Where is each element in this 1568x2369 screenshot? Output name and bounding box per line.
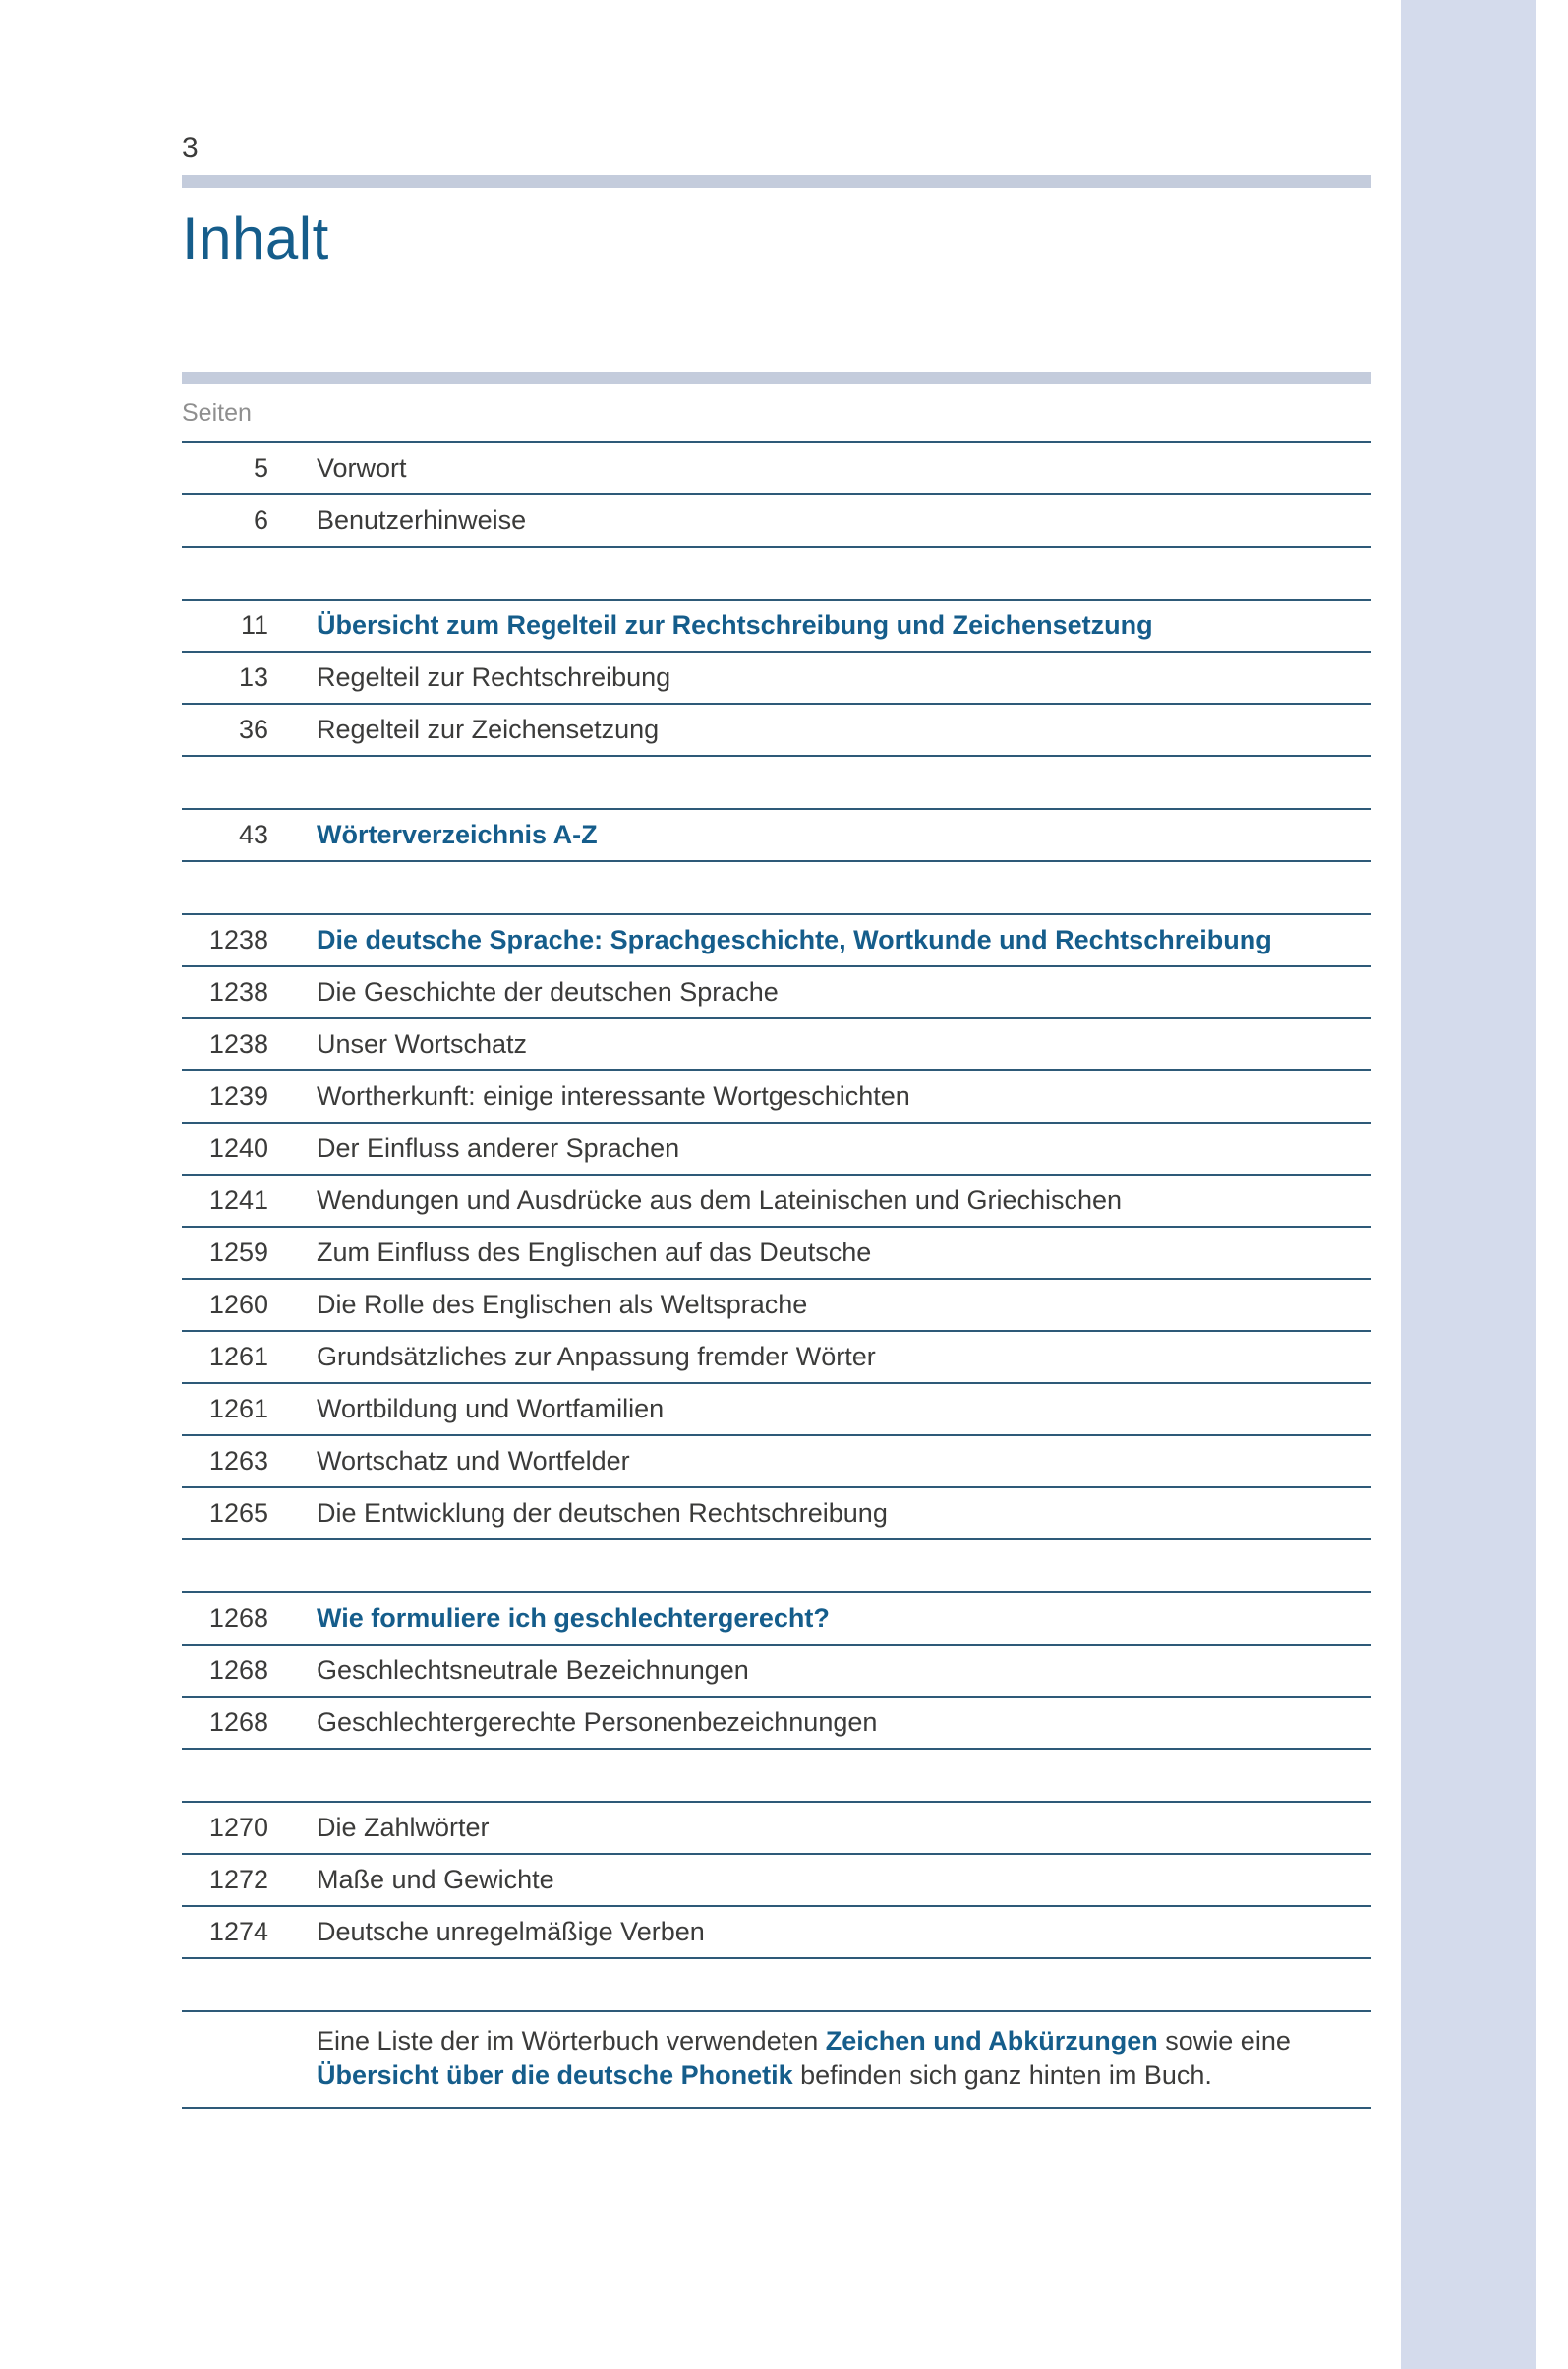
toc-page-number: 1259	[208, 1238, 268, 1267]
toc-page-number: 1260	[208, 1290, 268, 1319]
toc-row	[182, 1488, 1371, 1540]
toc-page-number: 1268	[208, 1603, 268, 1633]
toc-group	[182, 913, 1371, 1540]
toc-row	[182, 915, 1371, 967]
toc-row	[182, 1436, 1371, 1488]
header-bar	[182, 175, 1371, 188]
footer-note-emphasis: Übersicht über die deutsche Phonetik	[317, 2060, 793, 2090]
page-content	[182, 0, 1371, 2109]
toc-row	[182, 705, 1371, 757]
toc-row	[182, 1071, 1371, 1124]
toc-entry-title: Deutsche unregelmäßige Verben	[317, 1917, 705, 1946]
toc-row	[182, 1698, 1371, 1750]
footer-note-text	[268, 2024, 1291, 2093]
toc-entry-title: Wortschatz und Wortfelder	[317, 1446, 630, 1475]
toc-entry-title: Regelteil zur Zeichensetzung	[317, 715, 660, 744]
toc-entry-title: Vorwort	[317, 453, 407, 483]
toc-page-number: 1274	[208, 1917, 268, 1946]
toc-page-number: 36	[238, 715, 268, 744]
toc-row	[182, 601, 1371, 653]
footer-note	[182, 2010, 1371, 2109]
toc-page-number: 11	[240, 610, 268, 640]
toc-entry-title: Übersicht zum Regelteil zur Rechtschreibung und Zeichensetzung	[317, 610, 1153, 640]
toc-page-number: 43	[238, 820, 268, 849]
toc-row	[182, 1124, 1371, 1176]
toc-row	[182, 1332, 1371, 1384]
toc-page-number: 1241	[208, 1185, 268, 1215]
toc-entry-title: Die Zahlwörter	[317, 1813, 490, 1842]
toc-page-number: 1272	[208, 1865, 268, 1894]
toc-row	[182, 443, 1371, 495]
toc-group	[182, 441, 1371, 548]
toc-entry-title: Wortherkunft: einige interessante Wortgeschichten	[317, 1081, 910, 1111]
footer-note-segment: Eine Liste der im Wörterbuch verwendeten	[317, 2026, 826, 2055]
toc-page-number: 1261	[208, 1342, 268, 1371]
toc-entry-title: Der Einfluss anderer Sprachen	[317, 1133, 680, 1163]
toc-entry-title: Maße und Gewichte	[317, 1865, 554, 1894]
toc-row	[182, 810, 1371, 862]
toc-row	[182, 495, 1371, 548]
toc-entry-title: Wendungen und Ausdrücke aus dem Lateinischen und Griechischen	[317, 1185, 1123, 1215]
section-bar	[182, 372, 1371, 384]
toc-page-number: 1238	[208, 977, 268, 1007]
toc-page-number: 1263	[208, 1446, 268, 1475]
toc-row	[182, 1384, 1371, 1436]
footer-note-line	[317, 2024, 1291, 2058]
toc-row	[182, 1228, 1371, 1280]
footer-note-line	[317, 2058, 1291, 2093]
footer-note-segment: sowie eine	[1157, 2026, 1291, 2055]
toc-page-number: 1238	[208, 1029, 268, 1059]
toc-page-number: 1268	[208, 1707, 268, 1737]
page-edge-stripe	[1401, 0, 1536, 2369]
toc-page-number: 13	[238, 663, 268, 692]
toc-page-number: 6	[253, 505, 268, 535]
column-header-seiten: Seiten	[182, 399, 252, 427]
toc-row	[182, 1646, 1371, 1698]
toc	[182, 441, 1371, 2109]
toc-entry-title: Die Geschichte der deutschen Sprache	[317, 977, 779, 1007]
toc-group	[182, 599, 1371, 757]
toc-row	[182, 653, 1371, 705]
toc-entry-title: Benutzerhinweise	[317, 505, 527, 535]
toc-page-number: 5	[253, 453, 268, 483]
toc-group	[182, 1801, 1371, 1959]
toc-page-number: 1265	[208, 1498, 268, 1528]
toc-entry-title: Die Entwicklung der deutschen Rechtschreibung	[317, 1498, 888, 1528]
toc-row	[182, 1907, 1371, 1959]
toc-row	[182, 1855, 1371, 1907]
toc-row	[182, 1803, 1371, 1855]
footer-note-segment: befinden sich ganz hinten im Buch.	[792, 2060, 1212, 2090]
toc-page-number: 1239	[208, 1081, 268, 1111]
toc-page-number: 1268	[208, 1655, 268, 1685]
toc-entry-title: Regelteil zur Rechtschreibung	[317, 663, 671, 692]
toc-entry-title: Wortbildung und Wortfamilien	[317, 1394, 665, 1423]
toc-entry-title: Geschlechtergerechte Personenbezeichnungen	[317, 1707, 878, 1737]
toc-row	[182, 1280, 1371, 1332]
toc-row	[182, 1593, 1371, 1646]
toc-group	[182, 1591, 1371, 1750]
footer-note-emphasis: Zeichen und Abkürzungen	[825, 2026, 1158, 2055]
toc-entry-title: Die Rolle des Englischen als Weltsprache	[317, 1290, 808, 1319]
toc-page-number: 1238	[208, 925, 268, 954]
toc-entry-title: Zum Einfluss des Englischen auf das Deutsche	[317, 1238, 872, 1267]
page-title: Inhalt	[182, 205, 329, 271]
toc-entry-title: Wie formuliere ich geschlechtergerecht?	[317, 1603, 830, 1633]
footer-note-row	[182, 2012, 1371, 2109]
toc-page-number: 1240	[208, 1133, 268, 1163]
toc-group	[182, 808, 1371, 862]
toc-entry-title: Grundsätzliches zur Anpassung fremder Wörter	[317, 1342, 876, 1371]
toc-row	[182, 967, 1371, 1019]
toc-page-number: 1270	[208, 1813, 268, 1842]
page-number: 3	[182, 132, 199, 164]
toc-row	[182, 1019, 1371, 1071]
toc-entry-title: Unser Wortschatz	[317, 1029, 528, 1059]
toc-entry-title: Die deutsche Sprache: Sprachgeschichte, Wortkunde und Rechtschreibung	[317, 925, 1272, 954]
toc-entry-title: Wörterverzeichnis A-Z	[317, 820, 598, 849]
toc-entry-title: Geschlechtsneutrale Bezeichnungen	[317, 1655, 749, 1685]
toc-page-number: 1261	[208, 1394, 268, 1423]
toc-row	[182, 1176, 1371, 1228]
